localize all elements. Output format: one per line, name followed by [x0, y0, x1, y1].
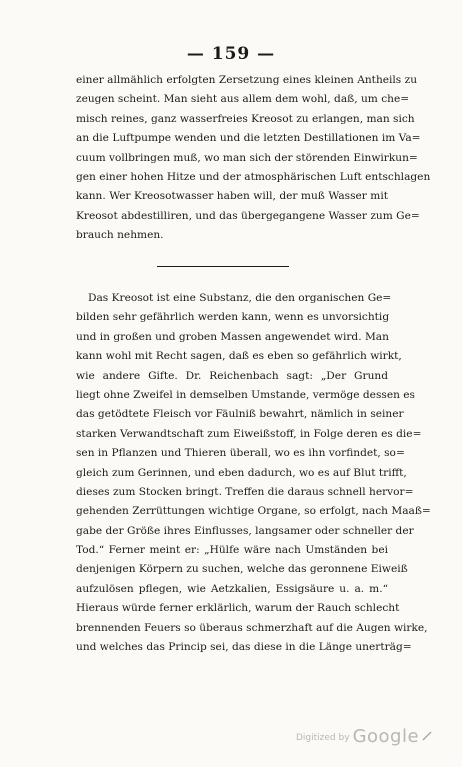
text-line: Hieraus würde ferner erklärlich, warum der Rauch schlecht	[76, 602, 400, 615]
text-line: Das Kreosot ist eine Substanz, die den organischen Ge=	[88, 292, 392, 304]
text-line: starken Verwandtschaft zum Eiweißstoff, in Folge deren es die=	[76, 427, 422, 440]
text-line: und in großen und groben Massen angewendet wird. Man	[76, 330, 389, 343]
text-line: aufzulösen pflegen, wie Aetzkalien, Essigsäure u. a. m.“	[76, 582, 388, 595]
text-line: gabe der Größe ihres Einflusses, langsamer oder schneller der	[76, 524, 414, 537]
text-line: gehenden Zerrüttungen wichtige Organe, so erfolgt, nach Maaß=	[76, 505, 431, 518]
text-line: Tod.“ Ferner meint er: „Hülfe wäre nach Umständen bei	[76, 544, 388, 557]
text-line: und welches das Princip sei, das diese in die Länge unerträg=	[76, 641, 412, 654]
text-line: dieses zum Stocken bringt. Treffen die daraus schnell hervor=	[76, 485, 414, 498]
text-line: kann wohl mit Recht sagen, daß es eben so gefährlich wirkt,	[76, 350, 402, 363]
text-line: das getödtete Fleisch vor Fäulniß bewahrt, nämlich in seiner	[76, 408, 404, 421]
text-line: gen einer hohen Hitze und der atmosphärischen Luft entschlagen	[76, 170, 431, 183]
watermark-prefix: Digitized by	[296, 733, 350, 743]
section-divider	[157, 266, 289, 267]
text-line: liegt ohne Zweifel in demselben Umstande, vermöge dessen es	[76, 388, 415, 401]
text-line: Kreosot abdestilliren, und das übergegangene Wasser zum Ge=	[76, 209, 420, 222]
text-line: bilden sehr gefährlich werden kann, wenn es unvorsichtig	[76, 311, 390, 324]
text-line: brauch nehmen.	[76, 229, 164, 242]
text-line: wie andere Gifte. Dr. Reichenbach sagt: „Der Grund	[76, 369, 388, 382]
paragraph-1	[76, 71, 431, 246]
text-line: kann. Wer Kreosotwasser haben will, der muß Wasser mit	[76, 190, 388, 203]
corner-mark-icon	[421, 730, 433, 742]
text-line: cuum vollbringen muß, wo man sich der störenden Einwirkun=	[76, 151, 418, 164]
text-line: misch reines, ganz wasserfreies Kreosot zu erlangen, man sich	[76, 112, 415, 125]
page-header: — 159 —	[186, 44, 276, 64]
text-line: denjenigen Körpern zu suchen, welche das geronnene Eiweiß	[76, 563, 408, 576]
text-line: gleich zum Gerinnen, und eben dadurch, wo es auf Blut trifft,	[76, 466, 407, 479]
text-line: einer allmählich erfolgten Zersetzung eines kleinen Antheils zu	[76, 74, 418, 86]
paragraph-2	[76, 289, 431, 657]
text-line: brennenden Feuers so überaus schmerzhaft auf die Augen wirke,	[76, 621, 428, 634]
text-line: an die Luftpumpe wenden und die letzten Destillationen im Va=	[76, 132, 421, 145]
text-line: sen in Pflanzen und Thieren überall, wo es ihn vorfindet, so=	[76, 447, 405, 460]
text-line: zeugen scheint. Man sieht aus allem dem wohl, daß, um che=	[76, 93, 410, 106]
watermark-brand: Google	[352, 726, 420, 747]
